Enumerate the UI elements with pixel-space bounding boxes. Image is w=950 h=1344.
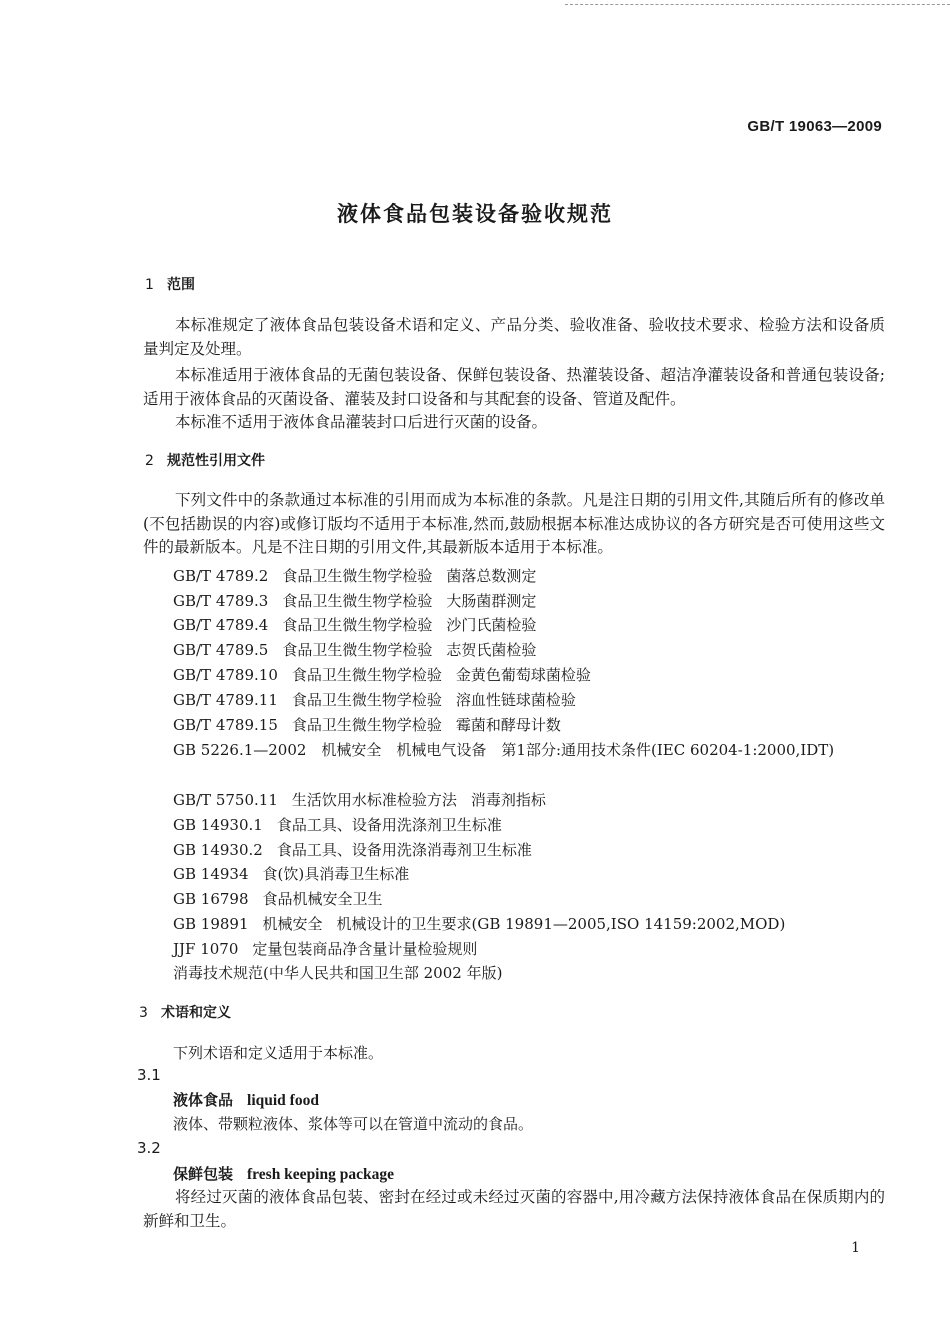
paragraph: 本标准不适用于液体食品灌装封口后进行灭菌的设备。 (175, 413, 548, 431)
standard-code: GB/T 19063—2009 (747, 118, 882, 135)
section-number: 3 (139, 1005, 148, 1021)
section-1-heading (145, 274, 195, 294)
reference-item-wrapped: GB 5226.1—2002 机械安全 机械电气设备 第1部分:通用技术条件(IEC 60204-1:2000,IDT) (173, 741, 835, 759)
section-title: 规范性引用文件 (167, 453, 265, 469)
document-title: 液体食品包装设备验收规范 (337, 202, 613, 226)
term-number: 3.2 (137, 1139, 161, 1157)
section-2-heading (145, 450, 265, 470)
reference-item: GB/T 4789.11 食品卫生微生物学检验 溶血性链球菌检验 (173, 691, 576, 709)
paragraph: 本标准规定了液体食品包装设备术语和定义、产品分类、验收准备、验收技术要求、检验方法和设备质量判定及处理。 (143, 316, 885, 358)
term-number: 3.1 (137, 1066, 161, 1084)
paragraph: 本标准适用于液体食品的无菌包装设备、保鲜包装设备、热灌装设备、超洁净灌装设备和普通包装设备;适用于液体食品的灭菌设备、灌装及封口设备和与其配套的设备、管道及配件。 (143, 366, 885, 408)
term-heading: 保鲜包装 fresh keeping package (173, 1165, 394, 1183)
reference-item: GB/T 5750.11 生活饮用水标准检验方法 消毒剂指标 (173, 791, 546, 809)
section-title: 术语和定义 (161, 1005, 231, 1021)
reference-item: GB/T 4789.5 食品卫生微生物学检验 志贺氏菌检验 (173, 641, 537, 659)
term-heading: 液体食品 liquid food (173, 1091, 319, 1109)
reference-item: GB/T 4789.4 食品卫生微生物学检验 沙门氏菌检验 (173, 616, 537, 634)
term-definition: 液体、带颗粒液体、浆体等可以在管道中流动的食品。 (173, 1115, 534, 1133)
section-number: 1 (145, 277, 154, 293)
reference-item: GB 16798 食品机械安全卫生 (173, 890, 383, 908)
reference-item: JJF 1070 定量包装商品净含量计量检验规则 (173, 940, 478, 958)
reference-item: GB/T 4789.10 食品卫生微生物学检验 金黄色葡萄球菌检验 (173, 666, 591, 684)
section-number: 2 (145, 453, 154, 469)
reference-item: GB/T 4789.2 食品卫生微生物学检验 菌落总数测定 (173, 567, 537, 585)
reference-item: GB 14930.2 食品工具、设备用洗涤消毒剂卫生标准 (173, 841, 532, 859)
reference-item: GB/T 4789.3 食品卫生微生物学检验 大肠菌群测定 (173, 592, 537, 610)
top-edge-line (565, 4, 950, 5)
reference-item: GB/T 4789.15 食品卫生微生物学检验 霉菌和酵母计数 (173, 716, 561, 734)
paragraph: 下列文件中的条款通过本标准的引用而成为本标准的条款。凡是注日期的引用文件,其随后所有的修改单(不包括勘误的内容)或修订版均不适用于本标准,然而,鼓励根据本标准达成协议的各方研究是否可使用这些文件的最新版本。凡是不注日期的引用文件,其最新版本适用于本标准。 (143, 491, 885, 556)
section-title: 范围 (167, 277, 195, 293)
reference-item: GB 19891 机械安全 机械设计的卫生要求(GB 19891—2005,ISO 14159:2002,MOD) (173, 915, 786, 933)
section-3-heading (139, 1002, 231, 1022)
paragraph: 下列术语和定义适用于本标准。 (173, 1044, 384, 1062)
reference-item: GB 14930.1 食品工具、设备用洗涤剂卫生标准 (173, 816, 502, 834)
page-number: 1 (851, 1240, 860, 1256)
term-definition: 将经过灭菌的液体食品包装、密封在经过或未经过灭菌的容器中,用冷藏方法保持液体食品在保质期内的新鲜和卫生。 (143, 1188, 885, 1230)
reference-item: 消毒技术规范(中华人民共和国卫生部 2002 年版) (173, 964, 503, 982)
reference-item: GB 14934 食(饮)具消毒卫生标准 (173, 865, 410, 883)
